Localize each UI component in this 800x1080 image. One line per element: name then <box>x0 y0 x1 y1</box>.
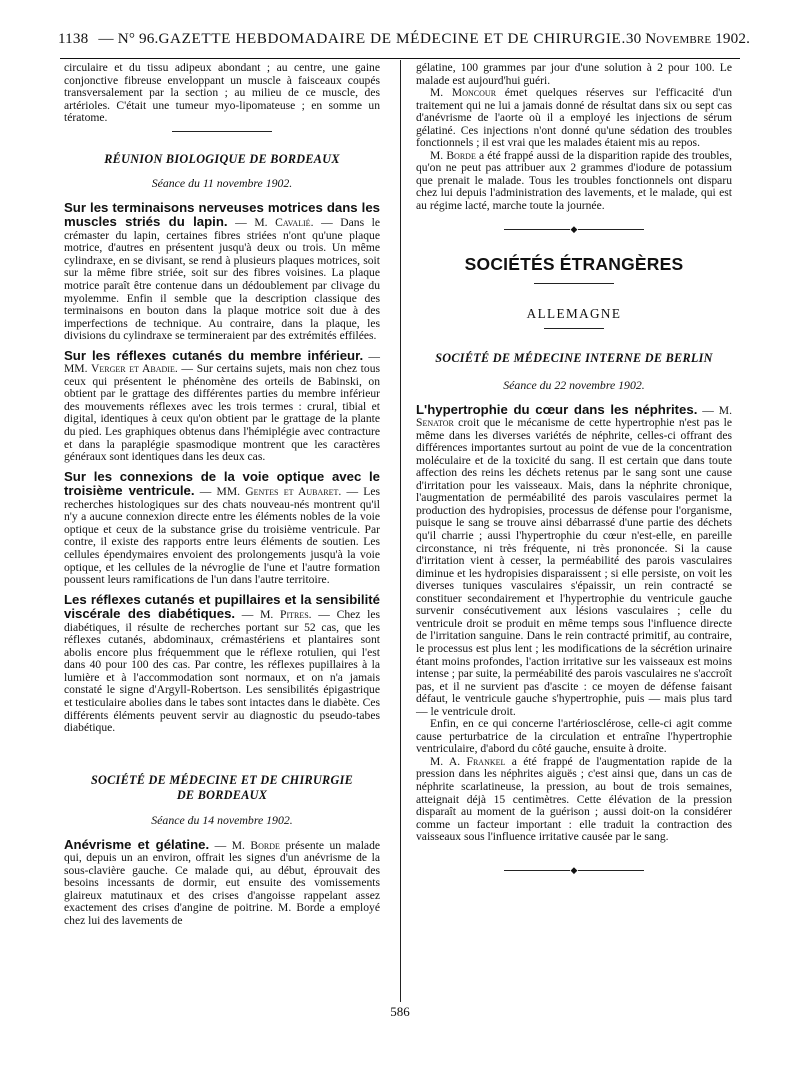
running-header <box>58 30 751 48</box>
session-date: Séance du 22 novembre 1902. <box>503 377 645 392</box>
entry-author: M. Borde <box>430 148 476 162</box>
paragraph-borde <box>416 150 732 213</box>
entry-senator: L'hypertrophie du cœur dans les néphrites. — M. Senator croit que le mécanisme de cette hypertrophie n'est pas le même dans les diverses variétés de néphrite, celles-ci offrant des différences importantes surtout au point de vue de la concentration moléculaire et de la toxicité du sang. Il est certain que dans toute affection des reins les déchets retenus par le sang sont une cause d'irritation pour les vaisseaux. Mais, dans la néphrite chronique, l'augmentation de perméabilité des parois vasculaires permet la production des hydropisies, processus de défense pour l'organisme, puisque le sang se trouve ainsi débarrassé d'une partie des déchets qu'il charrie ; aussi l'hypertrophie du cœur n'est-elle, en pareille circonstance, ni très fréquente, ni très prononcée. Si la cause d'irritation vient à cesser, la perméabilité des parois vasculaires diminue et les hydropisies disparaissent ; si elle persiste, on voit les diverses tuniques vasculaires s'épaissir, un rein contracté se constituer secondairement et l'hypertrophie du ventricule gauche survenir consécutivement aux lésions vasculaires ; celle du ventricule droit se produit en même temps sous l'influence directe de l'irritation sanguine. Dans le rein contracté primitif, au contraire, le processus est plus lent ; les modifications de la sécrétion urinaire étant moins profondes, l'action irritative sur les vaisseaux est moins intense ; par suite, la perméabilité des parois vasculaires ne s'accroît pas, et il ne survient pas d'ascite : ce moyen de défense faisant défaut, le ventricule gauche s'hypertrophie, puis — mais plus tard — le ventricule droit. <box>416 401 733 718</box>
entry-text: présente un malade qui, depuis un an environ, offrait les signes d'un anévrisme de la sous-clavière gauche. Ce malade qui, au début, éprouvait des besoins incessants de dormir, eut ensuite des vomissements glaireux matutinaux et des crises d'angoisse rappelant assez exactement des crises d'angine de poitrine. M. Borde a employé chez lui des lavements de <box>64 838 381 927</box>
entry-title: Sur les terminaisons nerveuses motrices dans les muscles striés du lapin. <box>64 199 380 230</box>
column-divider <box>400 60 401 1002</box>
society-name-line2: DE BORDEAUX <box>176 787 268 802</box>
entry-text: Chez les diabétiques, il résulte de recherches portant sur 52 cas, que les réflexes cutanés, abdominaux, crémastériens et plantaires sont abolis encore plus fréquemment que le réflexe rotulien, qui l'est dans 40 pour 100 des cas. Par contre, les réflexes pupillaires à la lumière et à l'accommodation sont normaux, et on n'a jamais constaté le signe d'Argyll-Robertson. Les sensibilités épigastrique et testiculaire abolies dans le tabes sont intactes dans le diabète. Ces différents éléments peuvent servir au diagnostic du pseudo-tabes diabétique. <box>64 608 380 735</box>
header-date: 30 Novembre 1902. <box>625 30 751 47</box>
entry-cavalie: Sur les terminaisons nerveuses motrices dans les muscles striés du lapin. — M. Cavalié. — Dans le crémaster du lapin, certaines fibres striées n'ont qu'une plaque motrice, d'autres en présentent jusqu'à deux ou trois. Un même cylindraxe, en se divisant, se rend à plusieurs plaques motrices, soit sur la même fibre striée, soit sur des fibres voisines. La plaque motrice paraît être contenue dans un dédoublement par clivage du myolemme. Enfin il semble que la description classique des terminaisons en bouton dans la plaque motrice soit due à des imperfections de technique. Au contraire, dans la plaque, les divisions du cylindraxe se termineraient par des extrémités effilées. <box>64 199 381 343</box>
right-column <box>416 62 732 875</box>
paragraph-moncour <box>416 87 732 150</box>
society-name: RÉUNION BIOLOGIQUE DE BORDEAUX <box>104 151 340 166</box>
section-heading: SOCIÉTÉS ÉTRANGÈRES <box>464 253 684 274</box>
entry-author: MM. Verger et Abadie. <box>64 362 178 376</box>
entry-author: MM. Gentes et Aubaret. <box>216 485 342 499</box>
entry-text: Dans le crémaster du lapin, certaines fibres striées n'ont qu'une plaque motrice, d'autres en présentent jusqu'à deux ou trois. Un même cylindraxe, en se divisant, se rend à plusieurs plaques motrices, soit sur la même fibre striée, soit sur des fibres voisines. La plaque motrice paraît être contenue dans un dédoublement par clivage du myolemme. Enfin il semble que la description classique des terminaisons en bouton dans la plaque motrice soit due à des imperfections de technique. Au contraire, dans la plaque, les divisions du cylindraxe se termineraient par des extrémités effilées. <box>64 216 381 343</box>
entry-author: M. Moncour <box>430 86 497 100</box>
entry-author: M. Senator <box>416 403 733 430</box>
session-date: Séance du 14 novembre 1902. <box>151 812 293 827</box>
society-name: SOCIÉTÉ DE MÉDECINE ET DE CHIRURGIE <box>90 772 354 787</box>
session-date: Séance du 11 novembre 1902. <box>151 175 293 190</box>
ornament-separator: ◆ <box>504 225 644 234</box>
ornament-separator: ◆ <box>504 866 644 875</box>
header-issue: — N° 96. <box>98 30 159 47</box>
entry-title: L'hypertrophie du cœur dans les néphrites. <box>416 401 698 417</box>
entry-text: a été frappé aussi de la disparition rapide des troubles, qu'on ne peut pas attribuer aux 2 grammes d'iodure de potassium que prenait le malade. Tous les troubles fonctionnels ont disparu chez lui depuis l'administration des lavements, et le malade, qui est au régime lacté, marche toute la journée. <box>416 148 732 213</box>
entry-borde: Anévrisme et gélatine. — M. Borde présente un malade qui, depuis un an environ, offrait les signes d'un anévrisme de la sous-clavière gauche. Ce malade qui, au début, éprouvait des besoins incessants de dormir, eut ensuite des vomissements glaireux matutinaux et des crises d'angoisse rappelant assez exactement des crises d'angine de poitrine. M. Borde a employé chez lui des lavements de <box>64 836 381 927</box>
page-number: 586 <box>390 1004 410 1019</box>
entry-author: M. Pitres. <box>260 608 312 622</box>
entry-text: croit que le mécanisme de cette hypertrophie n'est pas le même dans les diverses variétés de néphrite, celles-ci offrant des différences importantes surtout au point de vue de la concentration moléculaire et de la toxicité du sang. Il est certain que dans toute affection des reins les déchets retenus par le sang sont une cause d'irritation pour les vaisseaux. Mais, dans la néphrite chronique, l'augmentation de perméabilité des parois vasculaires permet la production des hydropisies, processus de défense pour l'organisme, puisque le sang se trouve ainsi débarrassé d'une partie des déchets qu'il charrie ; aussi l'hypertrophie du cœur n'est-elle, en pareille circonstance, ni très fréquente, ni très prononcée. Si la cause d'irritation vient à cesser, la perméabilité des parois vasculaires diminue et les hydropisies disparaissent ; si elle persiste, on voit les diverses tuniques vasculaires s'épaissir, un rein contracté se constituer secondairement et l'hypertrophie du ventricule gauche survenir consécutivement aux lésions vasculaires ; celle du ventricule droit se produit en même temps sous l'influence directe de l'irritation sanguine. Dans le rein contracté primitif, au contraire, le processus est plus lent ; les modifications de la sécrétion urinaire étant moins profondes, l'action irritative sur les vaisseaux est moins intense ; par suite, la perméabilité des parois vasculaires ne s'accroît pas, et il ne survient pas d'ascite : ce moyen de défense faisant défaut, le ventricule gauche s'hypertrophie, puis — mais plus tard — le ventricule droit. <box>416 416 733 718</box>
paragraph-frankel <box>416 756 732 844</box>
entry-text: émet quelques réserves sur l'efficacité d'un traitement qui ne lui a jamais donné de résultat dans six ou sept cas d'anévrisme de l'aorte où il a employé les injections de sérum gélatiné. Ces injections n'ont donné qu'une sédation des troubles fonctionnels ; il est vrai que les malades étaient mis au repos. <box>416 86 732 150</box>
entry-author: M. Borde <box>231 838 280 852</box>
header-page: 1138 <box>58 30 89 47</box>
journal-title: GAZETTE HEBDOMADAIRE DE MÉDECINE ET DE CHIRURGIE. <box>158 30 626 47</box>
continued-paragraph: gélatine, 100 grammes par jour d'une solution à 2 pour 100. Le malade est aujourd'hui guéri. <box>416 61 732 87</box>
left-column <box>64 62 380 927</box>
entry-pitres: Les réflexes cutanés et pupillaires et la sensibilité viscérale des diabétiques. — M. Pitres. — Chez les diabétiques, il résulte de recherches portant sur 52 cas, que les réflexes cutanés, abdominaux, crémastériens et plantaires sont abolis encore plus fréquemment que le réflexe rotulien, qui l'est dans 40 pour 100 des cas. Par contre, les réflexes pupillaires à la lumière et à l'accommodation sont normaux, et on n'a jamais constaté le signe d'Argyll-Robertson. Les sensibilités épigastrique et testiculaire abolies dans le tabes sont intactes dans le diabète. Ces différents éléments peuvent servir au diagnostic du pseudo-tabes diabétique. <box>64 591 380 735</box>
entry-text: Sur certains sujets, mais non chez tous ceux qui présentent le phénomène des orteils de Babinski, on obtient par le grattage des différentes parties du membre inférieur des mouvements réflexes avec les trois termes : crural, tibial et digital, identiques à ceux qu'on obtient par le grattage de la plante du pied. Les graphiques obtenus dans l'hémiplégie avec contracture et dans la paraplégie spasmodique montrent que les caractères généraux sont identiques dans les deux cas. <box>64 362 380 464</box>
entry-author: M. A. Frankel <box>430 754 506 768</box>
entry-gentes-aubaret: Sur les connexions de la voie optique avec le troisième ventricule. — MM. Gentes et Aubaret. — Les recherches histologiques sur des chats nouveau-nés montrent qu'il n'y a aucune connexion directe entre les éléments nobles de la voie optique et ceux de la substance grise du troisième ventricule. Par contre, il existe des rapports entre leurs éléments de soutien. Les cellules épendymaires envoient des prolongements jusqu'à la voie optique, et les cellules de la névroglie de l'une et l'autre formation poussent leurs ramifications de l'un dans l'autre territoire. <box>64 468 381 587</box>
header-left <box>58 30 158 48</box>
entry-title: Anévrisme et gélatine. <box>64 836 210 852</box>
entry-text: Les recherches histologiques sur des chats nouveau-nés montrent qu'il n'y a aucune connexion directe entre les éléments nobles de la voie optique et ceux de la substance grise du troisième ventricule. Par contre, il existe des rapports entre leurs éléments de soutien. Les cellules épendymaires envoient des prolongements jusqu'à la voie optique, et les cellules de la névroglie de l'une et l'autre formation poussent leurs ramifications de l'un dans l'autre territoire. <box>64 485 381 587</box>
entry-title: Sur les connexions de la voie optique avec le troisième ventricule. <box>64 468 380 499</box>
country-heading: ALLEMAGNE <box>526 305 622 321</box>
entry-text: a été frappé de l'augmentation rapide de la pression dans les néphrites aiguës ; c'est ainsi que, dans un cas de néphrite scarlatineuse, la pression, au bout de trois semaines, atteignait déjà 15 centimètres. Cette élévation de la pression disparaît au moment de la guérison ; aussi doit-on la considérer comme un facteur important : elle traduit la contraction des vaisseaux sous l'influence irritative causée par le sang. <box>416 754 732 844</box>
paragraph-arteriosclerose: Enfin, en ce qui concerne l'artériosclérose, celle-ci agit comme cause perturbatrice de la circulation et entraîne l'hypertrophie ventriculaire, d'abord du côté gauche, ensuite à droite. <box>416 717 732 756</box>
header-rule <box>60 58 740 59</box>
continued-paragraph: circulaire et du tissu adipeux abondant ; au centre, une gaine conjonctive fibreuse enveloppant un muscle à faisceaux coupés transversalement par la section ; au milieu de ce muscle, des artérioles. C'était une tumeur myo-lipomateuse ; en somme un tératome. <box>64 61 380 125</box>
entry-title: Les réflexes cutanés et pupillaires et la sensibilité viscérale des diabétiques. <box>64 591 380 622</box>
society-name: SOCIÉTÉ DE MÉDECINE INTERNE DE BERLIN <box>435 350 713 365</box>
entry-author: M. Cavalié. <box>254 216 314 230</box>
entry-title: Sur les réflexes cutanés du membre inférieur. <box>64 347 364 363</box>
entry-verger-abadie: Sur les réflexes cutanés du membre inférieur. — MM. Verger et Abadie. — Sur certains sujets, mais non chez tous ceux qui présentent le phénomène des orteils de Babinski, on obtient par le grattage des différentes parties du membre inférieur des mouvements réflexes avec les trois termes : crural, tibial et digital, identiques à ceux qu'on obtient par le grattage de la plante du pied. Les graphiques obtenus dans l'hémiplégie avec contracture et dans la paraplégie spasmodique montrent que les caractères généraux sont identiques dans les deux cas. <box>64 347 380 464</box>
